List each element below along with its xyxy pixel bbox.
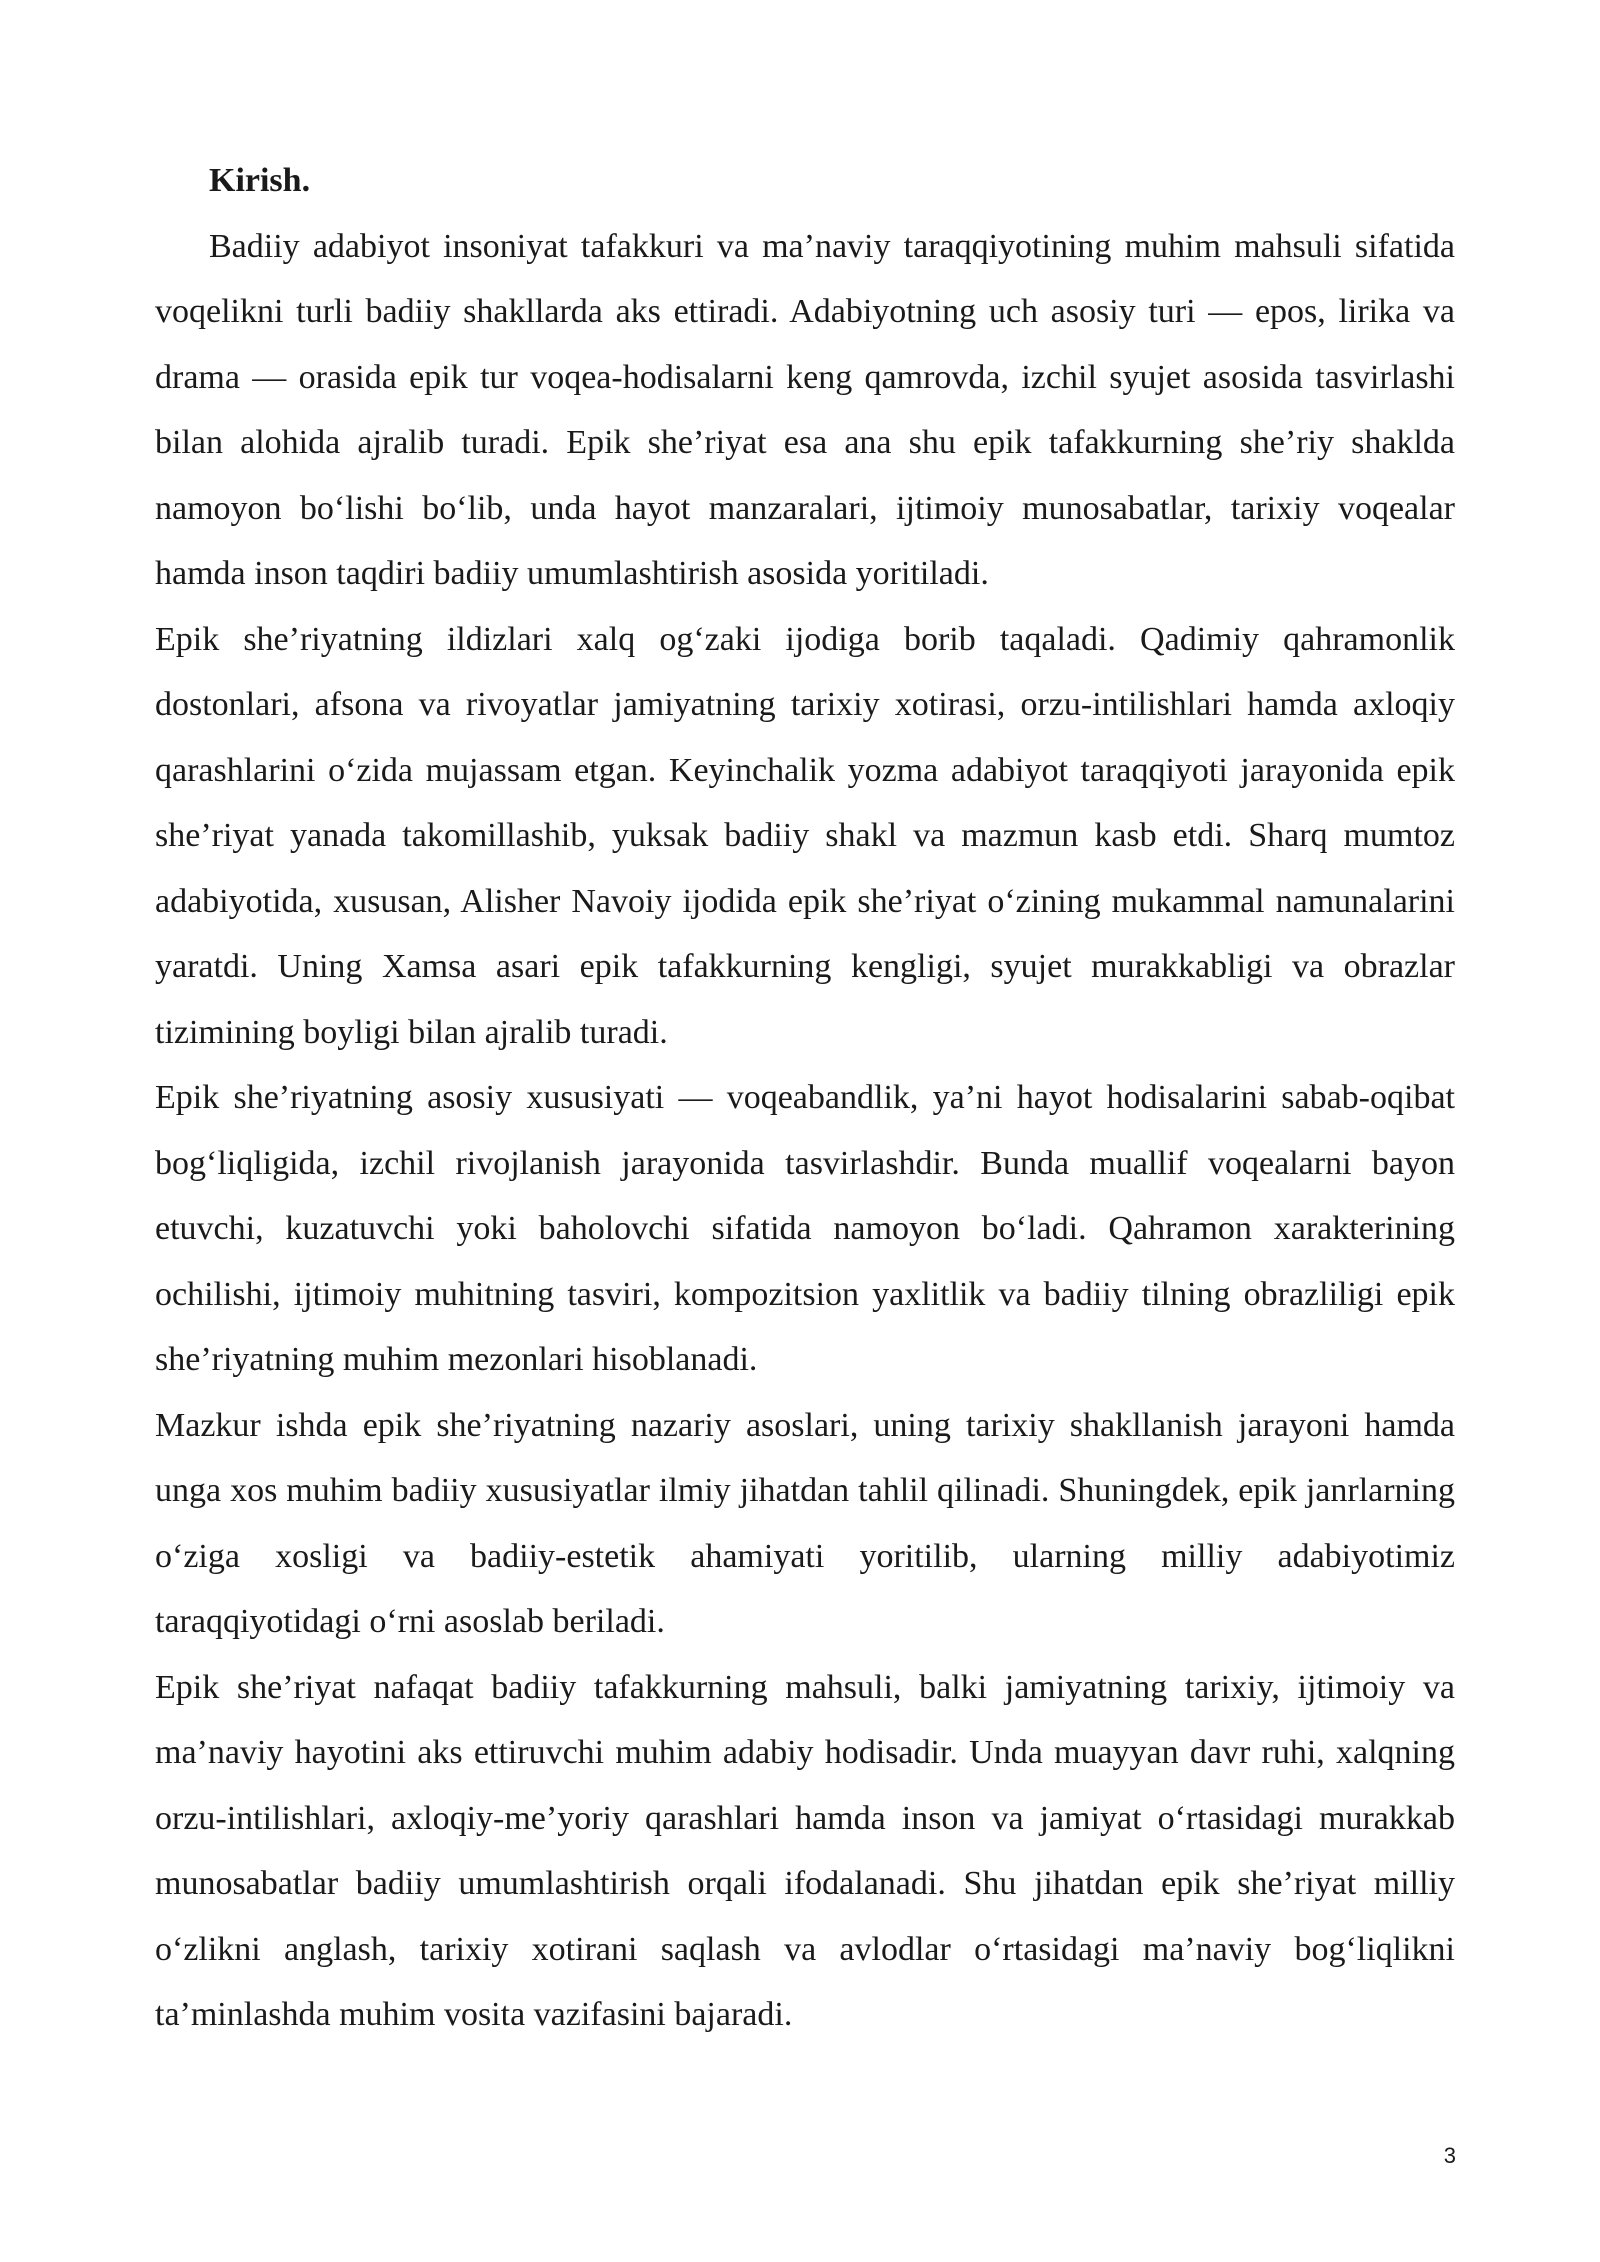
document-body — [155, 148, 1455, 2048]
paragraph-2: Epik she’riyatning ildizlari xalq og‘zaki ijodiga borib taqaladi. Qadimiy qahramonlik dostonlari, afsona va rivoyatlar jamiyatning tarixiy xotirasi, orzu-intilishlari hamda axloqiy qarashlarini o‘zida mujassam etgan. Keyinchalik yozma adabiyot taraqqiyoti jarayonida epik she’riyat yanada takomillashib, yuksak badiiy shakl va mazmun kasb etdi. Sharq mumtoz adabiyotida, xususan, Alisher Navoiy ijodida epik she’riyat o‘zining mukammal namunalarini yaratdi. Uning Xamsa asari epik tafakkurning kengligi, syujet murakkabligi va obrazlar tizimining boyligi bilan ajralib turadi. — [155, 620, 1455, 1051]
page-number: 3 — [1443, 2143, 1456, 2168]
paragraph-3: Epik she’riyatning asosiy xususiyati — voqeabandlik, ya’ni hayot hodisalarini sabab-oqibat bog‘liqligida, izchil rivojlanish jarayonida tasvirlashdir. Bunda muallif voqealarni bayon etuvchi, kuzatuvchi yoki baholovchi sifatida namoyon bo‘ladi. Qahramon xarakterining ochilishi, ijtimoiy muhitning tasviri, kompozitsion yaxlitlik va badiiy tilning obrazliligi epik she’riyatning muhim mezonlari hisoblanadi. — [155, 1079, 1455, 1378]
paragraph-1: Badiiy adabiyot insoniyat tafakkuri va ma’naviy taraqqiyotining muhim mahsuli sifatida voqelikni turli badiiy shakllarda aks ettiradi. Adabiyotning uch asosiy turi — epos, lirika va drama — orasida epik tur voqea-hodisalarni keng qamrovda, izchil syujet asosida tasvirlashi bilan alohida ajralib turadi. Epik she’riyat esa ana shu epik tafakkurning she’riy shaklda namoyon bo‘lishi bo‘lib, unda hayot manzaralari, ijtimoiy munosabatlar, tarixiy voqealar hamda inson taqdiri badiiy umumlashtirish asosida yoritiladi. — [155, 227, 1455, 592]
section-heading: Kirish. — [209, 162, 311, 199]
paragraph-4: Mazkur ishda epik she’riyatning nazariy asoslari, uning tarixiy shakllanish jarayoni hamda unga xos muhim badiiy xususiyatlar ilmiy jihatdan tahlil qilinadi. Shuningdek, epik janrlarning o‘ziga xosligi va badiiy-estetik ahamiyati yoritilib, ularning milliy adabiyotimiz taraqqiyotidagi o‘rni asoslab beriladi. — [155, 1406, 1455, 1640]
paragraph-5: Epik she’riyat nafaqat badiiy tafakkurning mahsuli, balki jamiyatning tarixiy, ijtimoiy va ma’naviy hayotini aks ettiruvchi muhim adabiy hodisadir. Unda muayyan davr ruhi, xalqning orzu-intilishlari, axloqiy-me’yoriy qarashlari hamda inson va jamiyat o‘rtasidagi murakkab munosabatlar badiiy umumlashtirish orqali ifodalanadi. Shu jihatdan epik she’riyat milliy o‘zlikni anglash, tarixiy xotirani saqlash va avlodlar o‘rtasidagi ma’naviy bog‘liqlikni ta’minlashda muhim vosita vazifasini bajaradi. — [155, 1668, 1455, 2033]
